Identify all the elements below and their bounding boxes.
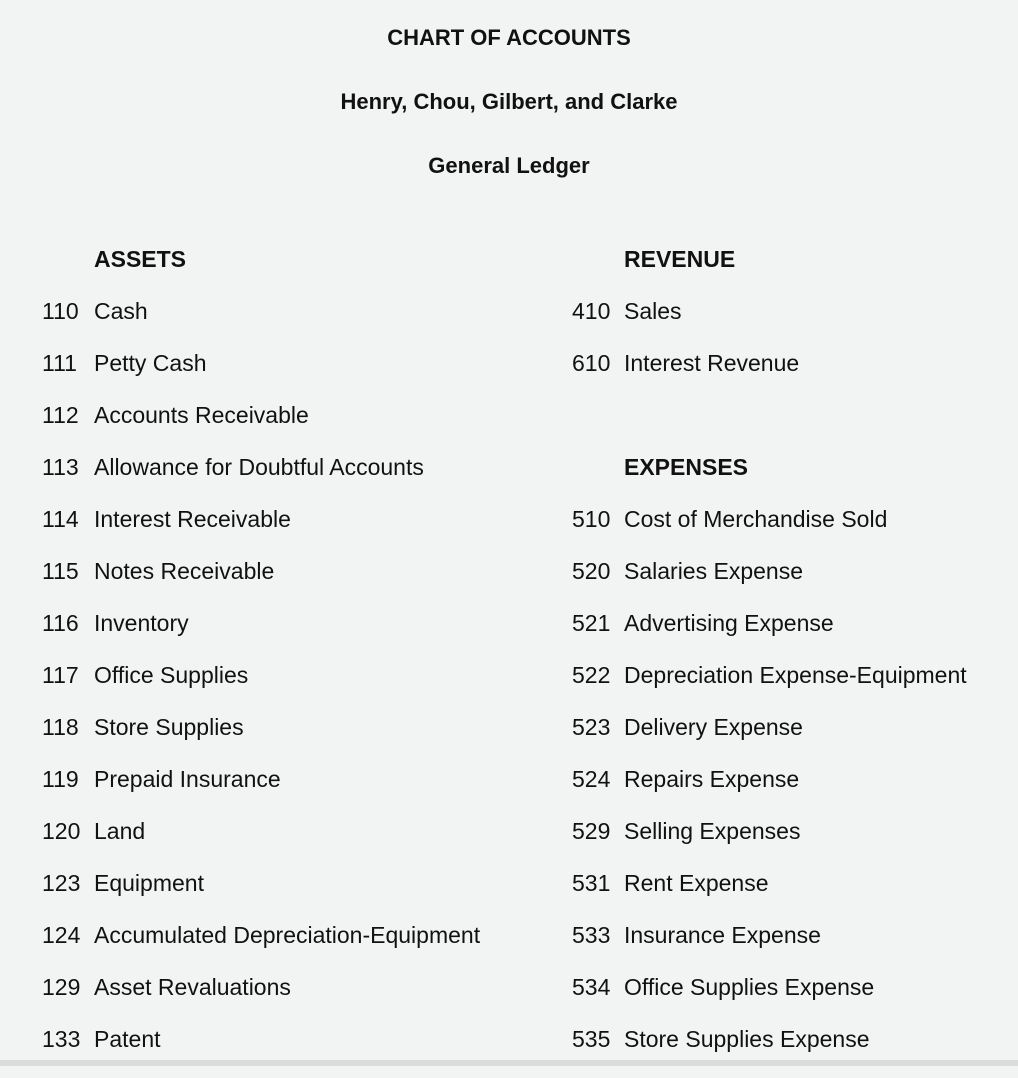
account-row <box>42 610 480 662</box>
account-number: 116 <box>42 610 79 636</box>
account-name: Equipment <box>94 870 204 896</box>
account-number: 531 <box>572 870 611 896</box>
account-number: 124 <box>42 922 81 948</box>
account-name: Delivery Expense <box>624 714 803 740</box>
account-number: 533 <box>572 922 611 948</box>
account-row <box>572 870 967 922</box>
ledger-title: General Ledger <box>428 153 590 178</box>
account-row <box>572 922 967 974</box>
page-bottom-edge <box>0 1060 1018 1066</box>
account-number: 523 <box>572 714 611 740</box>
expenses-list <box>572 506 967 1078</box>
company-name: Henry, Chou, Gilbert, and Clarke <box>340 89 678 114</box>
account-name: Repairs Expense <box>624 766 800 792</box>
account-row <box>42 714 480 766</box>
assets-list <box>42 298 480 1078</box>
account-name: Office Supplies Expense <box>624 974 875 1000</box>
section-spacer <box>572 402 967 454</box>
account-number: 535 <box>572 1026 611 1052</box>
account-name: Depreciation Expense-Equipment <box>624 662 967 688</box>
expenses-heading: EXPENSES <box>624 454 748 480</box>
account-name: Selling Expenses <box>624 818 801 844</box>
account-name: Interest Revenue <box>624 350 800 376</box>
account-row <box>572 298 967 350</box>
account-number: 529 <box>572 818 611 844</box>
account-row <box>42 506 480 558</box>
account-row <box>572 714 967 766</box>
account-row <box>42 558 480 610</box>
revenue-expenses-column <box>572 246 967 1078</box>
account-number: 117 <box>42 662 79 688</box>
account-row <box>572 350 967 402</box>
account-row <box>42 766 480 818</box>
account-row <box>572 558 967 610</box>
account-name: Accounts Receivable <box>94 402 309 428</box>
account-name: Store Supplies <box>94 714 244 740</box>
account-row <box>572 974 967 1026</box>
account-row <box>572 662 967 714</box>
account-name: Sales <box>624 298 682 324</box>
account-name: Asset Revaluations <box>94 974 291 1000</box>
account-row <box>42 298 480 350</box>
account-number: 521 <box>572 610 611 636</box>
assets-column <box>42 246 480 1078</box>
account-row <box>572 766 967 818</box>
account-row <box>42 974 480 1026</box>
account-name: Store Supplies Expense <box>624 1026 870 1052</box>
account-row <box>42 818 480 870</box>
account-number: 510 <box>572 506 611 532</box>
account-row <box>42 350 480 402</box>
account-name: Advertising Expense <box>624 610 834 636</box>
account-row <box>42 402 480 454</box>
account-name: Notes Receivable <box>94 558 275 584</box>
account-name: Patent <box>94 1026 161 1052</box>
account-number: 120 <box>42 818 81 844</box>
account-number: 410 <box>572 298 611 324</box>
account-name: Land <box>94 818 146 844</box>
account-name: Rent Expense <box>624 870 769 896</box>
account-name: Inventory <box>94 610 189 636</box>
account-number: 118 <box>42 714 79 740</box>
account-row <box>42 1026 480 1078</box>
account-row <box>42 922 480 974</box>
account-number: 111 <box>42 350 77 376</box>
account-number: 129 <box>42 974 81 1000</box>
account-row <box>42 662 480 714</box>
account-name: Interest Receivable <box>94 506 291 532</box>
account-row <box>572 610 967 662</box>
account-name: Prepaid Insurance <box>94 766 281 792</box>
account-number: 114 <box>42 506 79 532</box>
account-number: 113 <box>42 454 79 480</box>
account-name: Allowance for Doubtful Accounts <box>94 454 424 480</box>
account-row <box>42 870 480 922</box>
account-row <box>572 1026 967 1078</box>
account-number: 534 <box>572 974 611 1000</box>
account-name: Accumulated Depreciation-Equipment <box>94 922 481 948</box>
account-number: 520 <box>572 558 611 584</box>
account-row <box>42 454 480 506</box>
account-number: 133 <box>42 1026 81 1052</box>
account-name: Petty Cash <box>94 350 207 376</box>
account-number: 123 <box>42 870 81 896</box>
assets-heading: ASSETS <box>94 246 187 272</box>
account-number: 115 <box>42 558 79 584</box>
account-name: Cost of Merchandise Sold <box>624 506 888 532</box>
account-number: 112 <box>42 402 79 428</box>
revenue-heading: REVENUE <box>624 246 736 272</box>
revenue-list <box>572 298 967 402</box>
account-name: Office Supplies <box>94 662 249 688</box>
account-name: Cash <box>94 298 148 324</box>
account-number: 522 <box>572 662 611 688</box>
account-name: Insurance Expense <box>624 922 821 948</box>
account-name: Salaries Expense <box>624 558 803 584</box>
account-number: 610 <box>572 350 611 376</box>
account-number: 110 <box>42 298 79 324</box>
account-number: 119 <box>42 766 79 792</box>
account-row <box>572 506 967 558</box>
page-title: CHART OF ACCOUNTS <box>387 25 631 50</box>
account-row <box>572 818 967 870</box>
account-number: 524 <box>572 766 611 792</box>
